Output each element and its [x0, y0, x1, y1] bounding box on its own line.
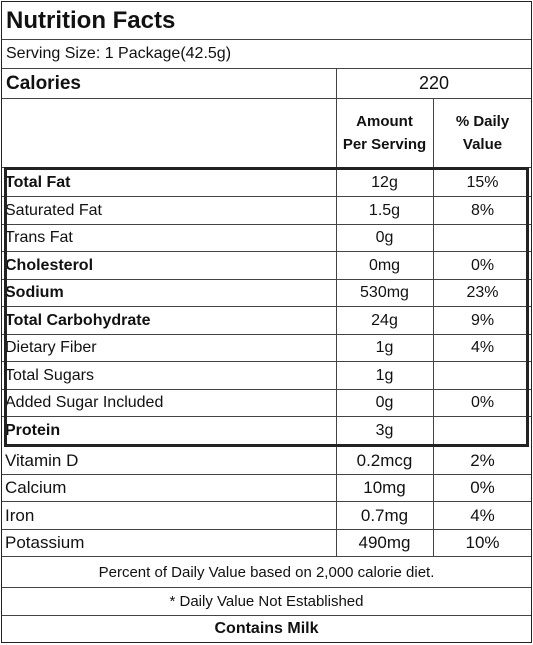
mineral-row: [2, 530, 531, 557]
mineral-name: Iron: [5, 505, 35, 525]
mineral-row: [2, 502, 531, 530]
mineral-name: Vitamin D: [5, 450, 79, 470]
calories-value: 220: [336, 69, 531, 98]
nutrient-name: Total Fat: [5, 174, 71, 191]
nutrient-amount: 530mg: [336, 280, 432, 306]
nutrient-dv: [433, 225, 531, 251]
daily-value-note-row: [2, 557, 531, 588]
mineral-row: [2, 447, 531, 475]
nutrient-row: [2, 362, 531, 390]
nutrient-name: Saturated Fat: [5, 201, 102, 219]
nutrient-amount: 1.5g: [336, 197, 432, 224]
nutrient-row: [2, 252, 531, 280]
nutrient-name: Dietary Fiber: [5, 339, 97, 356]
serving-row: [2, 40, 531, 69]
title-row: [2, 2, 531, 40]
mineral-name: Potassium: [5, 533, 85, 552]
nutrient-amount: 3g: [336, 417, 432, 445]
calories-label: Calories: [6, 72, 81, 94]
nutrient-row: [2, 417, 531, 445]
nutrient-row: [2, 225, 531, 252]
mineral-amount: 490mg: [336, 530, 432, 556]
daily-value-note: Percent of Daily Value based on 2,000 calorie diet.: [98, 563, 435, 581]
mineral-amount: 0.7mg: [336, 502, 432, 529]
mineral-dv: 4%: [433, 502, 531, 529]
nutrient-name: Added Sugar Included: [5, 394, 164, 411]
nutrient-row: [2, 280, 531, 307]
nutrient-name: Total Sugars: [5, 366, 94, 384]
nutrient-name: Total Carbohydrate: [5, 311, 151, 329]
nutrient-amount: 0mg: [336, 252, 432, 279]
nutrient-amount: 24g: [336, 307, 432, 334]
dv-header-line1: % Daily: [455, 113, 510, 130]
mineral-dv: 10%: [433, 530, 531, 556]
nutrient-amount: 1g: [336, 335, 432, 361]
nutrient-name: Sodium: [5, 284, 64, 301]
nutrient-amount: 0g: [336, 390, 432, 416]
nutrient-dv: 23%: [433, 280, 531, 306]
nutrient-dv: 0%: [433, 252, 531, 279]
mineral-row: [2, 475, 531, 502]
nutrient-dv: [433, 417, 531, 445]
mineral-amount: 0.2mcg: [336, 447, 432, 474]
amount-header-line1: Amount: [356, 113, 413, 130]
serving-size: Serving Size: 1 Package(42.5g): [6, 45, 232, 62]
amount-header: [336, 99, 432, 167]
mineral-dv: 0%: [433, 475, 531, 501]
column-header-row: [2, 99, 531, 168]
nutrient-amount: 0g: [336, 225, 432, 251]
nutrient-amount: 1g: [336, 362, 432, 389]
nutrient-dv: [433, 362, 531, 389]
mineral-amount: 10mg: [336, 475, 432, 501]
nutrient-name: Protein: [5, 422, 61, 439]
nutrient-name: Cholesterol: [5, 256, 94, 274]
nutrient-row: [2, 197, 531, 225]
calories-row: [2, 69, 531, 99]
nutrient-dv: 8%: [433, 197, 531, 224]
nutrient-row: [2, 307, 531, 335]
nutrient-dv: 15%: [433, 170, 531, 196]
nutrient-dv: 4%: [433, 335, 531, 361]
nutrient-dv: 9%: [433, 307, 531, 334]
daily-value-header: [433, 99, 531, 167]
nutrient-row: [2, 335, 531, 362]
nutrient-amount: 12g: [336, 170, 432, 196]
amount-header-line2: Per Serving: [342, 136, 427, 153]
not-established-note: * Daily Value Not Established: [169, 593, 364, 610]
allergen-statement: Contains Milk: [214, 620, 319, 637]
label-title: Nutrition Facts: [6, 6, 176, 34]
nutrient-row: [2, 170, 531, 197]
not-established-row: [2, 588, 531, 616]
mineral-name: Calcium: [5, 478, 67, 497]
nutrition-facts-label: [1, 1, 532, 643]
nutrient-dv: 0%: [433, 390, 531, 416]
allergen-row: [2, 616, 531, 642]
dv-header-line2: Value: [462, 136, 503, 153]
nutrient-row: [2, 390, 531, 417]
nutrient-name: Trans Fat: [5, 229, 73, 246]
mineral-dv: 2%: [433, 447, 531, 474]
